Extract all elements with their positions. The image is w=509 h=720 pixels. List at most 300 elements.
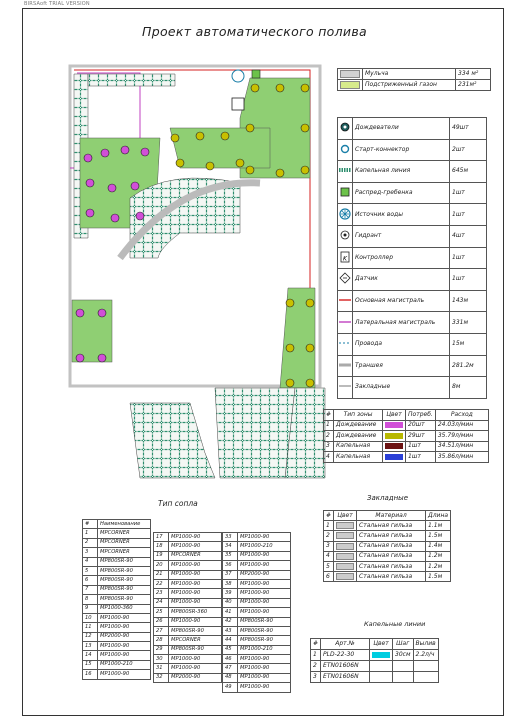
nozzle-row	[154, 636, 222, 645]
nozzle-number: 24	[154, 598, 169, 607]
area-legend-row	[338, 69, 491, 80]
embedded-color	[334, 541, 357, 551]
nozzle-row	[223, 683, 291, 692]
embedded-header-cell: Цвет	[334, 511, 357, 521]
legend-label: Источник воды	[353, 204, 450, 226]
nozzle-name: MP800SR-90	[98, 576, 151, 585]
nozzle-name: MP800SR-360	[169, 608, 222, 617]
nozzle-number: 14	[83, 651, 98, 660]
nozzle-row	[83, 632, 151, 641]
nozzle-name: MPCORNER	[169, 636, 222, 645]
nozzle-row	[223, 673, 291, 682]
nozzle-name: MP1000-90	[238, 533, 291, 542]
nozzle-number: 3	[83, 548, 98, 557]
nozzle-name: MP1000-90	[169, 533, 222, 542]
zones-row	[324, 420, 489, 431]
embedded-number: 1	[324, 521, 334, 531]
legend-label: Провода	[353, 333, 450, 355]
drip-flow	[413, 672, 438, 683]
zones-row	[324, 441, 489, 452]
embedded-material: Стальная гильза	[357, 541, 426, 551]
zone-type: Капельная	[334, 452, 383, 463]
nozzle-name: MP800SR-90	[169, 645, 222, 654]
nozzle-number: 40	[223, 598, 238, 607]
drip-table	[310, 638, 439, 683]
nozzle-number: 7	[83, 585, 98, 594]
legend-label: Гидрант	[353, 225, 450, 247]
nozzle-name: MP1000-90	[238, 561, 291, 570]
nozzle-name: MP800SR-90	[238, 636, 291, 645]
legend-value: 8м	[450, 377, 487, 399]
sprinkler-icon	[338, 118, 353, 140]
zones-header-cell: Потреб.	[406, 410, 436, 421]
embedded-length: 1.4м	[426, 541, 451, 551]
nozzle-row	[154, 579, 222, 588]
nozzle-header-name: Наименование	[98, 520, 151, 529]
legend-value: 49шт	[450, 118, 487, 140]
drip-zone-center	[130, 178, 240, 258]
nozzle-row	[83, 566, 151, 575]
embedded-row	[324, 561, 451, 571]
nozzle-name: MP2000-90	[169, 673, 222, 682]
embedded-color	[334, 561, 357, 571]
area-legend-label: Мульча	[363, 69, 456, 80]
wires-icon	[338, 333, 353, 355]
drip-flow	[413, 661, 438, 672]
nozzle-name: MP1000-210	[238, 645, 291, 654]
embedded-color	[334, 531, 357, 541]
embedded-row	[324, 572, 451, 582]
legend-row	[338, 247, 487, 269]
zone-color	[383, 441, 406, 452]
nozzle-number: 28	[154, 636, 169, 645]
area-legend-row	[338, 80, 491, 91]
nozzle-number: 46	[223, 655, 238, 664]
nozzle-number: 41	[223, 608, 238, 617]
embedded-material: Стальная гильза	[357, 531, 426, 541]
zone-count: 1шт	[406, 441, 436, 452]
nozzle-header-num: #	[83, 520, 98, 529]
nozzle-name: MP1000-90	[169, 655, 222, 664]
nozzle-number: 15	[83, 660, 98, 669]
zone-color	[383, 431, 406, 442]
drip-row	[311, 661, 439, 672]
embedded-header-cell: #	[324, 511, 334, 521]
mulch-swatch	[338, 69, 363, 80]
zone-flow: 34.51л/мин	[435, 441, 488, 452]
symbol-legend	[337, 117, 487, 399]
nozzle-name: MP1000-90	[98, 670, 151, 679]
embedded-length: 1.2м	[426, 561, 451, 571]
area-legend-value: 334 м²	[456, 69, 491, 80]
nozzle-name: MP800SR-90	[98, 557, 151, 566]
nozzle-number: 5	[83, 566, 98, 575]
drip-color	[370, 661, 393, 672]
drip-row	[311, 672, 439, 683]
nozzle-number: 36	[223, 561, 238, 570]
legend-row	[338, 139, 487, 161]
legend-row	[338, 182, 487, 204]
nozzle-number: 48	[223, 673, 238, 682]
nozzle-number: 18	[154, 542, 169, 551]
nozzle-name: MP2000-90	[238, 570, 291, 579]
nozzle-number: 47	[223, 664, 238, 673]
embedded-row	[324, 531, 451, 541]
nozzle-row	[154, 626, 222, 635]
nozzle-name: MP1000-90	[169, 598, 222, 607]
legend-label: Латеральная магистраль	[353, 312, 450, 334]
drip-row	[311, 650, 439, 661]
legend-row	[338, 269, 487, 291]
nozzle-row	[154, 533, 222, 542]
nozzle-row	[154, 542, 222, 551]
embedded-length: 1.2м	[426, 551, 451, 561]
nozzle-row	[154, 551, 222, 560]
nozzle-name: MP1000-90	[238, 673, 291, 682]
zones-row	[324, 431, 489, 442]
drip-line-icon	[338, 161, 353, 183]
embedded-material: Стальная гильза	[357, 551, 426, 561]
site-plan	[40, 58, 330, 498]
drip-header-cell: #	[311, 639, 321, 650]
nozzle-name: MP1000-90	[98, 613, 151, 622]
legend-label: Основная магистраль	[353, 290, 450, 312]
drip-header	[311, 639, 439, 650]
zone-type: Дождевание	[334, 431, 383, 442]
nozzle-number: 2	[83, 538, 98, 547]
embedded-swatch	[336, 532, 354, 539]
nozzle-name: MP1000-90	[169, 542, 222, 551]
legend-value: 1шт	[450, 269, 487, 291]
drip-header-cell: Вылив	[413, 639, 438, 650]
embedded-color	[334, 521, 357, 531]
controller-marker	[232, 98, 244, 110]
legend-value: 15м	[450, 333, 487, 355]
nozzle-number: 22	[154, 579, 169, 588]
drip-flow: 2.2л/ч	[413, 650, 438, 661]
nozzle-name: MP1000-210	[98, 660, 151, 669]
controller-icon	[338, 247, 353, 269]
nozzle-number: 10	[83, 613, 98, 622]
nozzle-number: 30	[154, 655, 169, 664]
nozzle-name: MP1000-90	[238, 551, 291, 560]
zone-color	[383, 452, 406, 463]
nozzle-number: 20	[154, 561, 169, 570]
nozzle-row	[154, 617, 222, 626]
drip-number: 2	[311, 661, 321, 672]
embedded-swatch	[336, 553, 354, 560]
water-source-marker	[232, 70, 244, 82]
nozzle-number: 23	[154, 589, 169, 598]
nozzle-row	[154, 570, 222, 579]
legend-row	[338, 377, 487, 399]
nozzle-row	[223, 598, 291, 607]
nozzle-row	[223, 617, 291, 626]
embedded-table	[323, 510, 451, 582]
drip-header-cell: Шаг	[393, 639, 413, 650]
embedded-number: 2	[324, 531, 334, 541]
nozzle-name: MP800SR-90	[169, 626, 222, 635]
embedded-material: Стальная гильза	[357, 521, 426, 531]
nozzle-number: 16	[83, 670, 98, 679]
embedded-number: 4	[324, 551, 334, 561]
nozzle-row	[83, 538, 151, 547]
nozzle-row	[223, 626, 291, 635]
legend-value: 1шт	[450, 247, 487, 269]
zones-header-cell: Расход	[435, 410, 488, 421]
zone-flow: 24.03л/мин	[435, 420, 488, 431]
legend-value: 143м	[450, 290, 487, 312]
nozzle-row	[223, 645, 291, 654]
legend-label: Закладные	[353, 377, 450, 399]
nozzle-name: MP1000-360	[98, 604, 151, 613]
legend-row	[338, 312, 487, 334]
nozzle-name: MP1000-90	[238, 683, 291, 692]
area-legend-value: 231м²	[456, 80, 491, 91]
embedded-material: Стальная гильза	[357, 561, 426, 571]
drip-step: 30см	[393, 650, 413, 661]
area-legend-label: Подстриженный газон	[363, 80, 456, 91]
zones-header-cell: Тип зоны	[334, 410, 383, 421]
nozzle-row	[223, 542, 291, 551]
legend-row	[338, 333, 487, 355]
nozzle-number: 4	[83, 557, 98, 566]
drip-zone-top	[88, 74, 175, 86]
sleeve-icon	[338, 377, 353, 399]
embedded-swatch	[336, 543, 354, 550]
nozzle-row	[223, 551, 291, 560]
nozzle-row	[83, 623, 151, 632]
drip-number: 1	[311, 650, 321, 661]
nozzle-number: 37	[223, 570, 238, 579]
legend-label: Датчик	[353, 269, 450, 291]
nozzle-row	[154, 589, 222, 598]
embedded-number: 5	[324, 561, 334, 571]
drip-art: PLD-22-30	[321, 650, 370, 661]
legend-row	[338, 290, 487, 312]
drip-step	[393, 661, 413, 672]
nozzle-name: MP1000-90	[238, 664, 291, 673]
nozzle-table-3	[222, 532, 291, 693]
nozzle-row	[223, 570, 291, 579]
main-line-icon	[338, 290, 353, 312]
nozzle-row	[154, 598, 222, 607]
nozzle-table-1	[82, 519, 151, 680]
nozzle-row	[154, 561, 222, 570]
nozzle-number: 44	[223, 636, 238, 645]
drip-color	[370, 672, 393, 683]
nozzle-name: MP800SR-90	[98, 566, 151, 575]
zones-header-cell: #	[324, 410, 334, 421]
zone-number: 1	[324, 420, 334, 431]
legend-value: 281.2м	[450, 355, 487, 377]
nozzle-row	[83, 651, 151, 660]
svg-text:K: K	[343, 255, 347, 263]
nozzle-row	[83, 595, 151, 604]
embedded-row	[324, 541, 451, 551]
zones-header-cell: Цвет	[383, 410, 406, 421]
legend-label: Капельная линия	[353, 161, 450, 183]
nozzle-row	[83, 585, 151, 594]
nozzle-number: 1	[83, 529, 98, 538]
zone-number: 3	[324, 441, 334, 452]
nozzle-name: MP1000-90	[238, 608, 291, 617]
nozzle-number: 17	[154, 533, 169, 542]
zone-flow: 35.86л/мин	[435, 452, 488, 463]
drip-title: Капельные линии	[364, 620, 426, 628]
legend-label: Контроллер	[353, 247, 450, 269]
nozzle-row	[154, 673, 222, 682]
nozzle-number: 32	[154, 673, 169, 682]
embedded-length: 1.5м	[426, 572, 451, 582]
nozzle-number: 29	[154, 645, 169, 654]
zone-count: 1шт	[406, 452, 436, 463]
embedded-swatch	[336, 563, 354, 570]
embedded-header-cell: Материал	[357, 511, 426, 521]
nozzle-row	[223, 533, 291, 542]
nozzle-name: MP1000-210	[238, 542, 291, 551]
nozzle-row	[223, 655, 291, 664]
nozzle-number: 43	[223, 626, 238, 635]
nozzle-name: MP1000-90	[169, 561, 222, 570]
zone-number: 2	[324, 431, 334, 442]
nozzle-number: 34	[223, 542, 238, 551]
nozzle-number: 31	[154, 664, 169, 673]
legend-row	[338, 161, 487, 183]
legend-row	[338, 225, 487, 247]
nozzle-row	[223, 589, 291, 598]
legend-value: 1шт	[450, 182, 487, 204]
nozzle-row	[83, 576, 151, 585]
zone-count: 20шт	[406, 420, 436, 431]
embedded-title: Закладные	[367, 494, 409, 502]
page-title: Проект автоматического полива	[142, 24, 367, 39]
nozzle-name: MP1000-90	[98, 623, 151, 632]
drip-color	[370, 650, 393, 661]
nozzle-name: MP800SR-90	[238, 617, 291, 626]
lawn-swatch	[338, 80, 363, 91]
nozzle-name: MP1000-90	[238, 589, 291, 598]
nozzle-row	[83, 557, 151, 566]
legend-value: 4шт	[450, 225, 487, 247]
nozzle-row	[83, 670, 151, 679]
nozzle-table-2	[153, 532, 222, 683]
nozzle-row	[154, 664, 222, 673]
nozzle-title: Тип сопла	[158, 499, 198, 508]
zone-color	[383, 420, 406, 431]
nozzle-row	[223, 579, 291, 588]
nozzle-row	[154, 645, 222, 654]
nozzle-header	[83, 520, 151, 529]
nozzle-number: 9	[83, 604, 98, 613]
nozzle-name: MP1000-90	[238, 655, 291, 664]
legend-row	[338, 118, 487, 140]
nozzle-number: 38	[223, 579, 238, 588]
drip-zone-bottom-center	[215, 388, 295, 478]
embedded-color	[334, 572, 357, 582]
nozzle-number: 21	[154, 570, 169, 579]
drip-number: 3	[311, 672, 321, 683]
nozzle-row	[83, 660, 151, 669]
embedded-number: 3	[324, 541, 334, 551]
drip-zone-bottom-left	[130, 403, 215, 478]
manifold-icon	[338, 182, 353, 204]
nozzle-number: 26	[154, 617, 169, 626]
hydrant-icon	[338, 225, 353, 247]
nozzle-name: MP1000-90	[169, 579, 222, 588]
embedded-color	[334, 551, 357, 561]
nozzle-row	[223, 608, 291, 617]
nozzle-name: MP800SR-90	[98, 585, 151, 594]
nozzle-number: 19	[154, 551, 169, 560]
area-legend	[337, 68, 491, 91]
lawn-mid	[170, 128, 270, 168]
nozzle-row	[83, 642, 151, 651]
nozzle-row	[83, 529, 151, 538]
nozzle-row	[83, 604, 151, 613]
zone-number: 4	[324, 452, 334, 463]
drip-header-cell: Цвет	[370, 639, 393, 650]
zone-type: Капельная	[334, 441, 383, 452]
nozzle-row	[223, 561, 291, 570]
trial-label: BIRSAoft TRIAL VERSION	[24, 1, 90, 7]
nozzle-name: MP1000-90	[169, 589, 222, 598]
nozzle-row	[223, 664, 291, 673]
nozzle-name: MP1000-90	[238, 598, 291, 607]
legend-value: 645м	[450, 161, 487, 183]
nozzle-number: 8	[83, 595, 98, 604]
legend-row	[338, 355, 487, 377]
nozzle-name: MP800SR-90	[238, 626, 291, 635]
embedded-header-cell: Длина	[426, 511, 451, 521]
embedded-swatch	[336, 573, 354, 580]
nozzle-number: 6	[83, 576, 98, 585]
zones-header	[324, 410, 489, 421]
nozzle-number: 13	[83, 642, 98, 651]
embedded-swatch	[336, 522, 354, 529]
embedded-material: Стальная гильза	[357, 572, 426, 582]
embedded-number: 6	[324, 572, 334, 582]
legend-label: Распред-гребенка	[353, 182, 450, 204]
start-connector-icon	[338, 139, 353, 161]
nozzle-number: 12	[83, 632, 98, 641]
legend-label: Дождеватели	[353, 118, 450, 140]
legend-value: 2шт	[450, 139, 487, 161]
zone-type: Дождевание	[334, 420, 383, 431]
nozzle-row	[83, 548, 151, 557]
nozzle-name: MP1000-90	[169, 617, 222, 626]
legend-value: 1шт	[450, 204, 487, 226]
nozzle-row	[83, 613, 151, 622]
nozzle-number: 49	[223, 683, 238, 692]
nozzle-name: MPCORNER	[98, 529, 151, 538]
embedded-length: 1.1м	[426, 521, 451, 531]
drip-header-cell: Арт.№	[321, 639, 370, 650]
nozzle-row	[154, 608, 222, 617]
nozzle-name: MP1000-90	[169, 664, 222, 673]
nozzle-row	[154, 655, 222, 664]
zone-flow: 35.79л/мин	[435, 431, 488, 442]
nozzle-name: MP1000-90	[98, 651, 151, 660]
legend-row	[338, 204, 487, 226]
nozzle-name: MP800SR-90	[98, 595, 151, 604]
drip-swatch	[372, 652, 390, 658]
nozzle-name: MPCORNER	[98, 538, 151, 547]
manifold-marker	[252, 70, 260, 78]
sensor-icon	[338, 269, 353, 291]
trench-icon	[338, 355, 353, 377]
legend-value: 331м	[450, 312, 487, 334]
